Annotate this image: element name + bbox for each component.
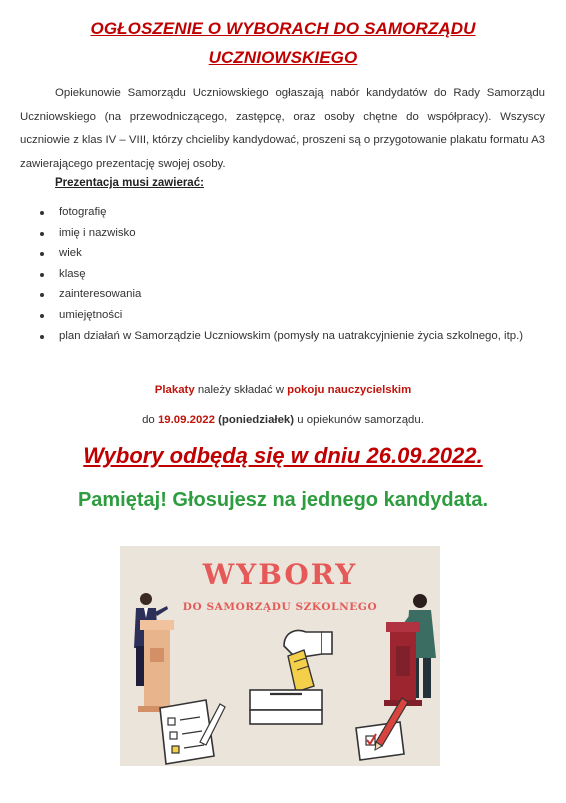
list-item: fotografię (30, 202, 523, 223)
requirements-heading: Prezentacja musi zawierać: (55, 177, 204, 189)
election-date-notice: Wybory odbędą się w dniu 26.09.2022. (83, 443, 483, 468)
submission-text: należy składać w (194, 384, 288, 396)
submission-line-2 (0, 414, 566, 426)
announcement-title-line2: UCZNIOWSKIEGO (208, 48, 358, 67)
list-item: umiejętności (30, 305, 523, 326)
list-item: plan działań w Samorządzie Uczniowskim (pomysły na uatrakcyjnienie życia szkolnego, itp.) (30, 326, 523, 347)
room-name: pokoju nauczycielskim (287, 384, 412, 396)
list-item: zainteresowania (30, 284, 523, 305)
voting-card-pencil-icon (356, 698, 408, 760)
ballot-hand-icon (284, 631, 332, 692)
posters-word: Plakaty (154, 384, 195, 396)
checklist-pen-icon (160, 700, 225, 764)
submission-line-1 (0, 384, 566, 396)
voting-reminder: Pamiętaj! Głosujesz na jednego kandydata. (77, 489, 489, 511)
deadline-date: 19.09.2022 (157, 414, 215, 426)
announcement-title-line1: OGŁOSZENIE O WYBORACH DO SAMORZĄDU (90, 19, 476, 38)
deadline-day: (poniedziałek) (214, 414, 295, 426)
submission-text: u opiekunów samorządu. (294, 414, 424, 426)
ballot-box-icon (250, 690, 322, 724)
list-item: imię i nazwisko (30, 223, 523, 244)
election-poster-image (120, 546, 440, 766)
list-item: klasę (30, 264, 523, 285)
poster-subtitle: DO SAMORZĄDU SZKOLNEGO (182, 601, 378, 613)
intro-paragraph: Opiekunowie Samorządu Uczniowskiego ogłaszają nabór kandydatów do Rady Samorządu Uczniowskiego (na przewodniczącego, zastępcę, oraz osoby chętne do współpracy). Wszyscy uczniowie z klas IV – VIII, którzy chcieliby kandydować, proszeni są o przygotowanie plakatu formatu A3 zawierającego prezentację swojej osoby. (20, 87, 545, 170)
submission-text: do (142, 414, 158, 426)
requirements-list (30, 202, 523, 346)
poster-title: WYBORY (202, 558, 358, 591)
list-item: wiek (30, 243, 523, 264)
